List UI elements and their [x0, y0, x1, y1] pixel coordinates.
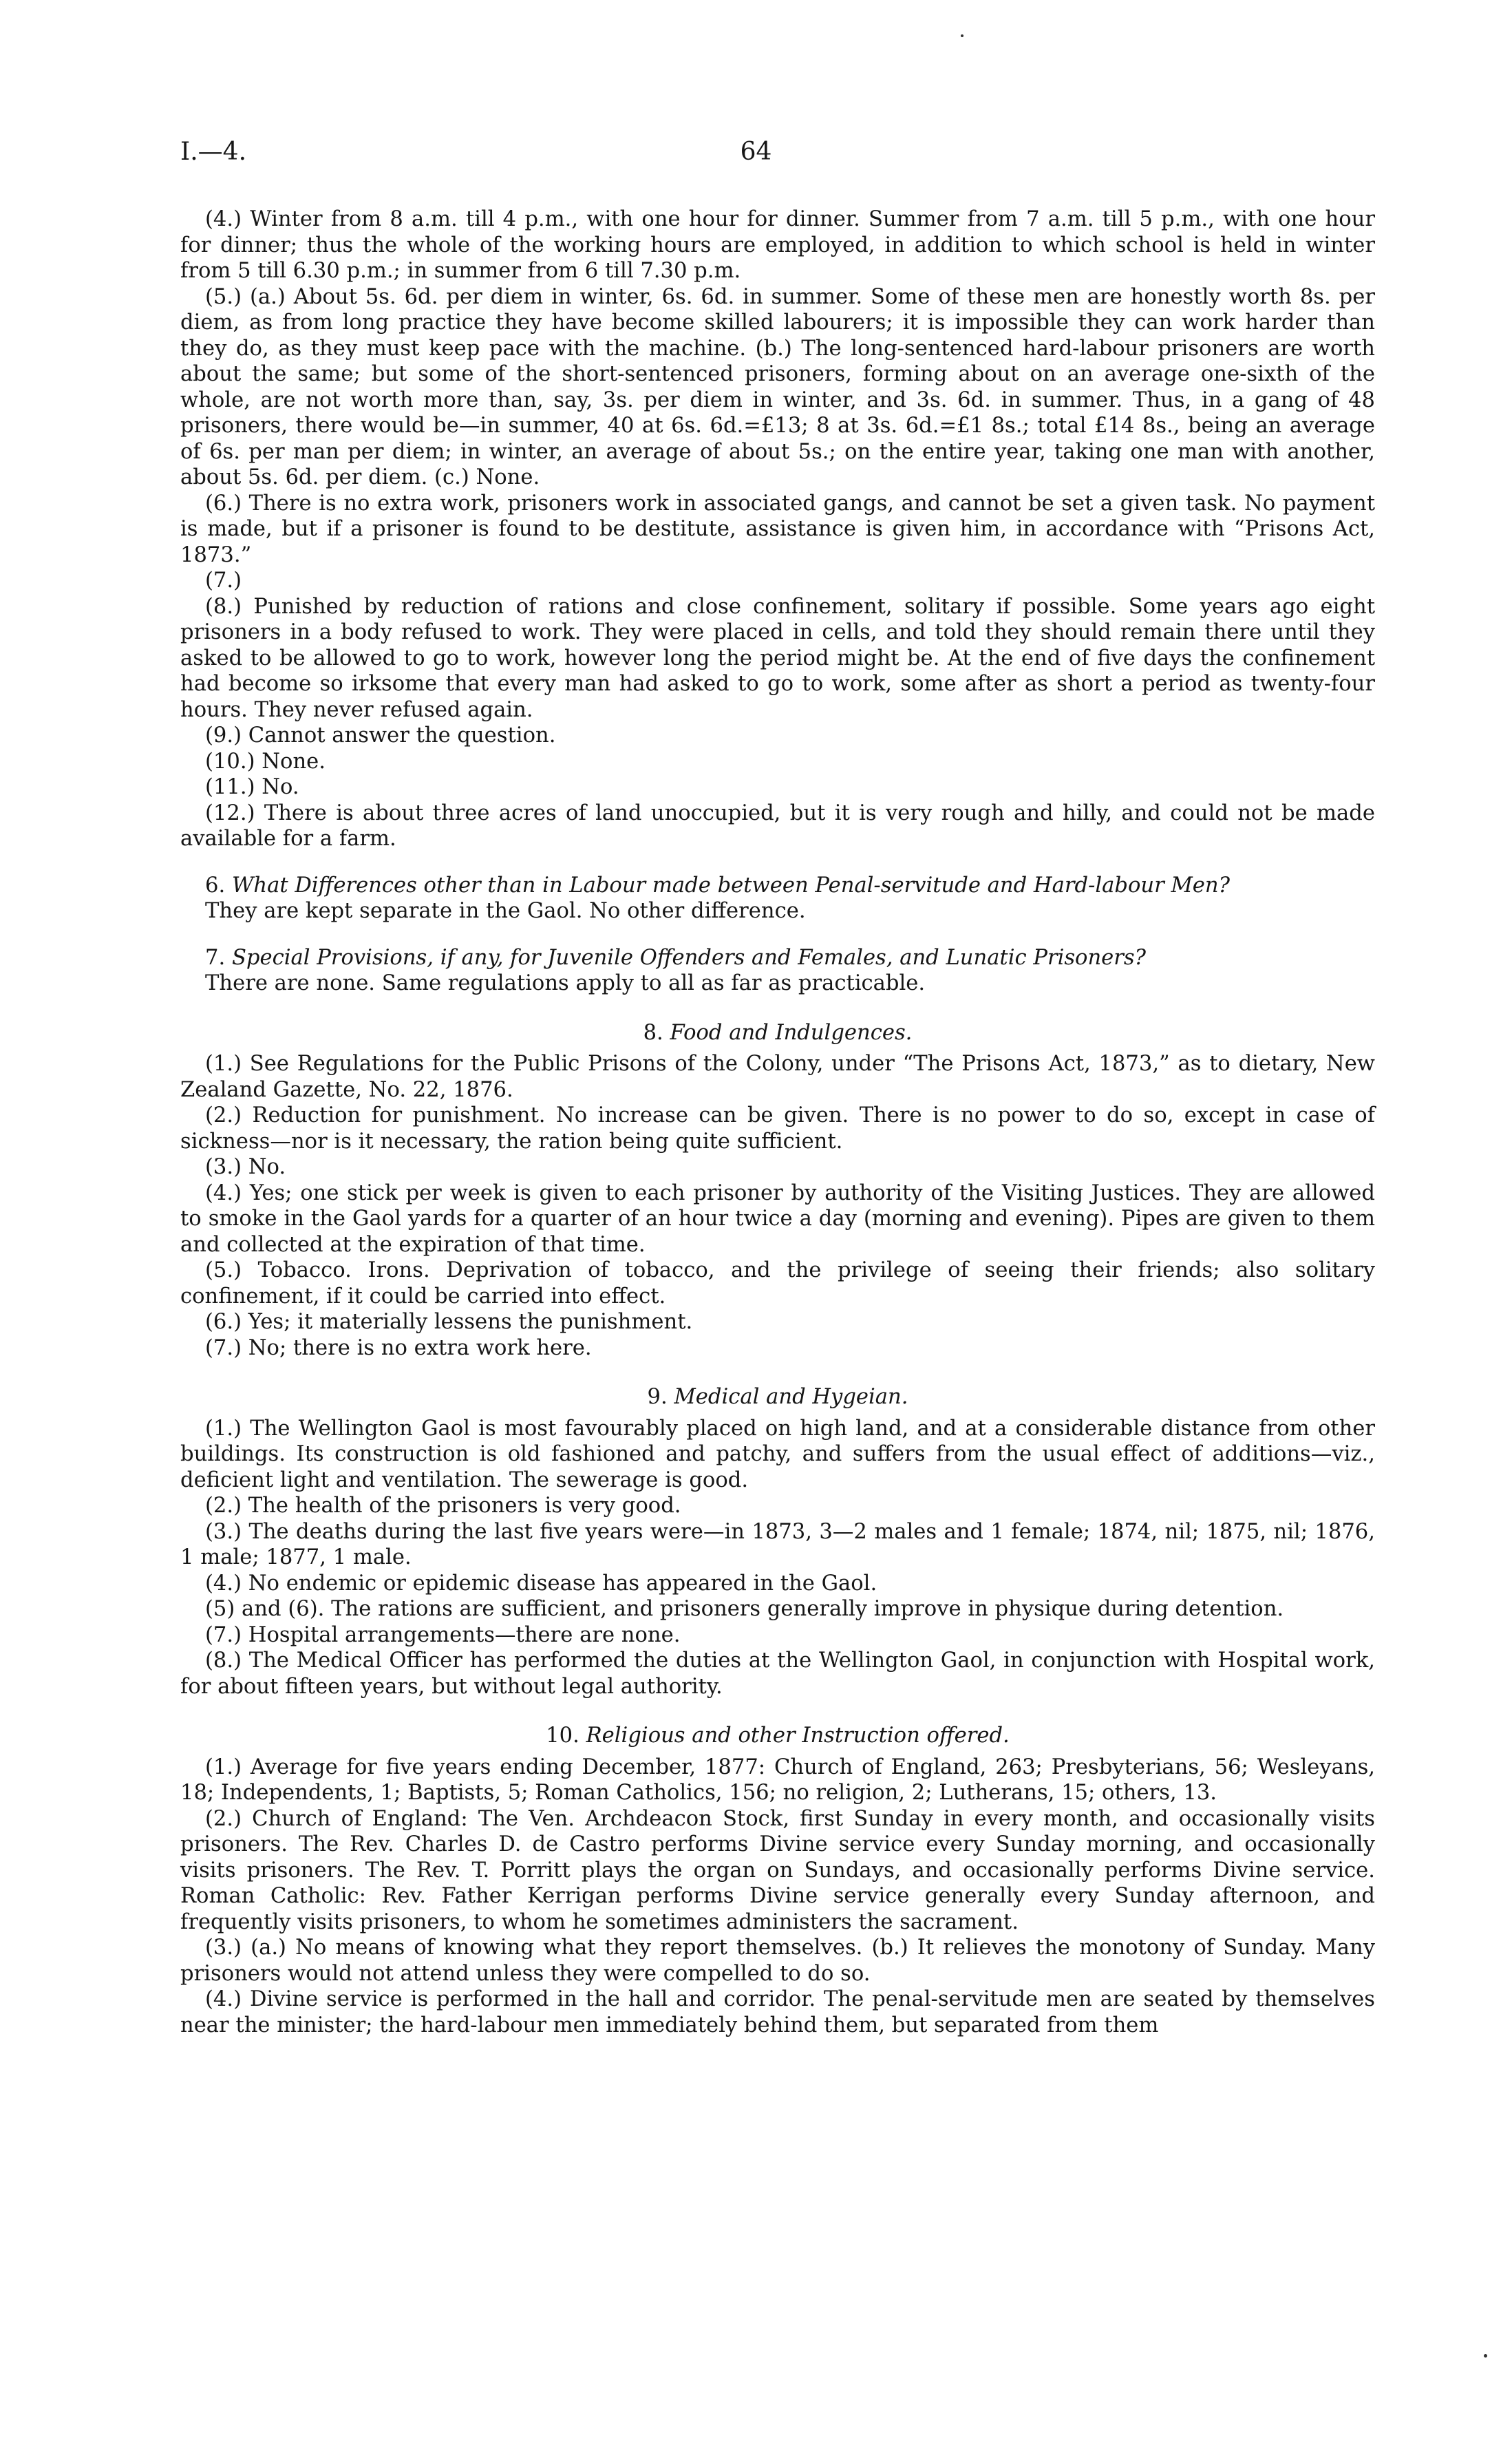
section-title: Religious and other Instruction offered. [586, 1724, 1010, 1748]
question-heading [180, 873, 1375, 899]
answer-paragraph: (2.) Reduction for punishment. No increase can be given. There is no power to do so, except in case of sickness—nor is it necessary, the ration being quite sufficient. [180, 1103, 1375, 1154]
answer-paragraph: (5.) Tobacco. Irons. Deprivation of tobacco, and the privilege of seeing their friends; also solitary confinement, if it could be carried into effect. [180, 1258, 1375, 1309]
answer-paragraph: (5) and (6). The rations are sufficient, and prisoners generally improve in physique during detention. [205, 1597, 1284, 1621]
question-heading [180, 945, 1375, 971]
question-answer: They are kept separate in the Gaol. No other difference. [205, 899, 806, 923]
page-body [180, 206, 1375, 2038]
section-number: 10. [546, 1724, 579, 1748]
section-number: 8. [643, 1020, 663, 1045]
answer-paragraph: (8.) The Medical Officer has performed the duties at the Wellington Gaol, in conjunction with Hospital work, for about fifteen years, but without legal authority. [180, 1649, 1375, 1699]
answer-paragraph: (7.) Hospital arrangements—there are none. [205, 1622, 681, 1647]
answer-paragraph: (11.) No. [205, 775, 299, 799]
page-header [180, 138, 1332, 172]
answer-paragraph: (2.) Church of England: The Ven. Archdeacon Stock, first Sunday in every month, and occasionally visits prisoners. The Rev. Charles D. de Castro performs Divine service every Sunday morning, and occasionally visits prisoners. The Rev. T. Porritt plays the organ on Sundays, and occasionally performs Divine service. Roman Catholic: Rev. Father Kerrigan performs Divine service generally every Sunday afternoon, and frequently visits prisoners, to whom he sometimes administers the sacrament. [180, 1806, 1375, 1934]
section-heading [180, 1384, 1375, 1410]
section-heading [180, 1723, 1375, 1749]
answer-paragraph: (2.) The health of the prisoners is very good. [205, 1494, 681, 1518]
question-answer: There are none. Same regulations apply to all as far as practicable. [205, 971, 926, 995]
answer-paragraph: (8.) Punished by reduction of rations and close confinement, solitary if possible. Some years ago eight prisoners in a body refused to work. They were placed in cells, and told they should remain there until they asked to be allowed to go to work, however long the period might be. At the end of five days the confinement had become so irksome that every man had asked to go to work, some after as short a period as twenty-four hours. They never refused again. [180, 594, 1375, 722]
section-title: Food and Indulgences. [670, 1020, 913, 1045]
answer-paragraph: (1.) The Wellington Gaol is most favourably placed on high land, and at a considerable distance from other buildings. Its construction is old fashioned and patchy, and suffers from the usual effect of additions—viz., deficient light and ventilation. The sewerage is good. [180, 1416, 1375, 1492]
answer-paragraph: (9.) Cannot answer the question. [205, 723, 556, 748]
scan-speck [961, 34, 963, 37]
scan-speck [1484, 2354, 1487, 2358]
answer-paragraph: (1.) Average for five years ending December, 1877: Church of England, 263; Presbyterians, 56; Wesleyans, 18; Independents, 1; Baptists, 5; Roman Catholics, 156; no religion, 2; Lutherans, 15; others, 13. [180, 1755, 1375, 1805]
answer-paragraph: (5.) (a.) About 5s. 6d. per diem in winter, 6s. 6d. in summer. Some of these men are honestly worth 8s. per diem, as from long practice they have become skilled labourers; it is impossible they can work harder than they do, as they must keep pace with the machine. (b.) The long-sentenced hard-labour prisoners are worth about the same; but some of the short-sentenced prisoners, forming about on an average one-sixth of the whole, are not worth more than, say, 3s. per diem in winter, and 3s. 6d. in summer. Thus, in a gang of 48 prisoners, there would be—in summer, 40 at 6s. 6d.=£13; 8 at 3s. 6d.=£1 8s.; total £14 8s., being an average of 6s. per man per diem; in winter, an average of about 5s.; on the entire year, taking one man with another, about 5s. 6d. per diem. (c.) None. [180, 284, 1375, 489]
answer-paragraph: (4.) Winter from 8 a.m. till 4 p.m., with one hour for dinner. Summer from 7 a.m. till 5 p.m., with one hour for dinner; thus the whole of the working hours are employed, in addition to which school is held in winter from 5 till 6.30 p.m.; in summer from 6 till 7.30 p.m. [180, 207, 1375, 283]
section-title: Medical and Hygeian. [674, 1385, 908, 1409]
answer-paragraph: (3.) The deaths during the last five years were—in 1873, 3—2 males and 1 female; 1874, nil; 1875, nil; 1876, 1 male; 1877, 1 male. [180, 1519, 1375, 1569]
answer-paragraph: (7.) No; there is no extra work here. [205, 1335, 592, 1360]
answer-paragraph: (3.) No. [205, 1155, 286, 1179]
answer-paragraph: (4.) Divine service is performed in the hall and corridor. The penal-servitude men are seated by themselves near the minister; the hard-labour men immediately behind them, but separated from them [180, 1987, 1375, 2037]
answer-paragraph: (6.) There is no extra work, prisoners work in associated gangs, and cannot be set a given task. No payment is made, but if a prisoner is found to be destitute, assistance is given him, in accordance with “Prisons Act, 1873.” [180, 491, 1375, 567]
question-title: Special Provisions, if any, for Juvenile Offenders and Females, and Lunatic Prisoners? [231, 945, 1147, 970]
answer-paragraph: (6.) Yes; it materially lessens the punishment. [205, 1310, 693, 1334]
answer-paragraph: (3.) (a.) No means of knowing what they report themselves. (b.) It relieves the monotony of Sunday. Many prisoners would not attend unless they were compelled to do so. [180, 1936, 1375, 1986]
answer-paragraph: (7.) [205, 569, 242, 593]
answer-paragraph: (12.) There is about three acres of land unoccupied, but it is very rough and hilly, and could not be made available for a farm. [180, 801, 1375, 851]
question-number: 7. [205, 945, 226, 970]
section-number: 9. [647, 1385, 668, 1409]
answer-paragraph: (10.) None. [205, 749, 326, 774]
answer-paragraph: (4.) No endemic or epidemic disease has appeared in the Gaol. [205, 1571, 877, 1596]
answer-paragraph: (4.) Yes; one stick per week is given to each prisoner by authority of the Visiting Justices. They are allowed to smoke in the Gaol yards for a quarter of an hour twice a day (morning and evening). Pipes are given to them and collected at the expiration of that time. [180, 1180, 1375, 1257]
question-number: 6. [205, 873, 226, 898]
page-number: 64 [740, 138, 772, 166]
answer-paragraph: (1.) See Regulations for the Public Prisons of the Colony, under “The Prisons Act, 1873,” as to dietary, New Zealand Gazette, No. 22, 1876. [180, 1052, 1375, 1102]
section-heading [180, 1020, 1375, 1046]
question-title: What Differences other than in Labour made between Penal-servitude and Hard-labour Men? [231, 873, 1231, 898]
paper-code: I.—4. [180, 138, 247, 166]
